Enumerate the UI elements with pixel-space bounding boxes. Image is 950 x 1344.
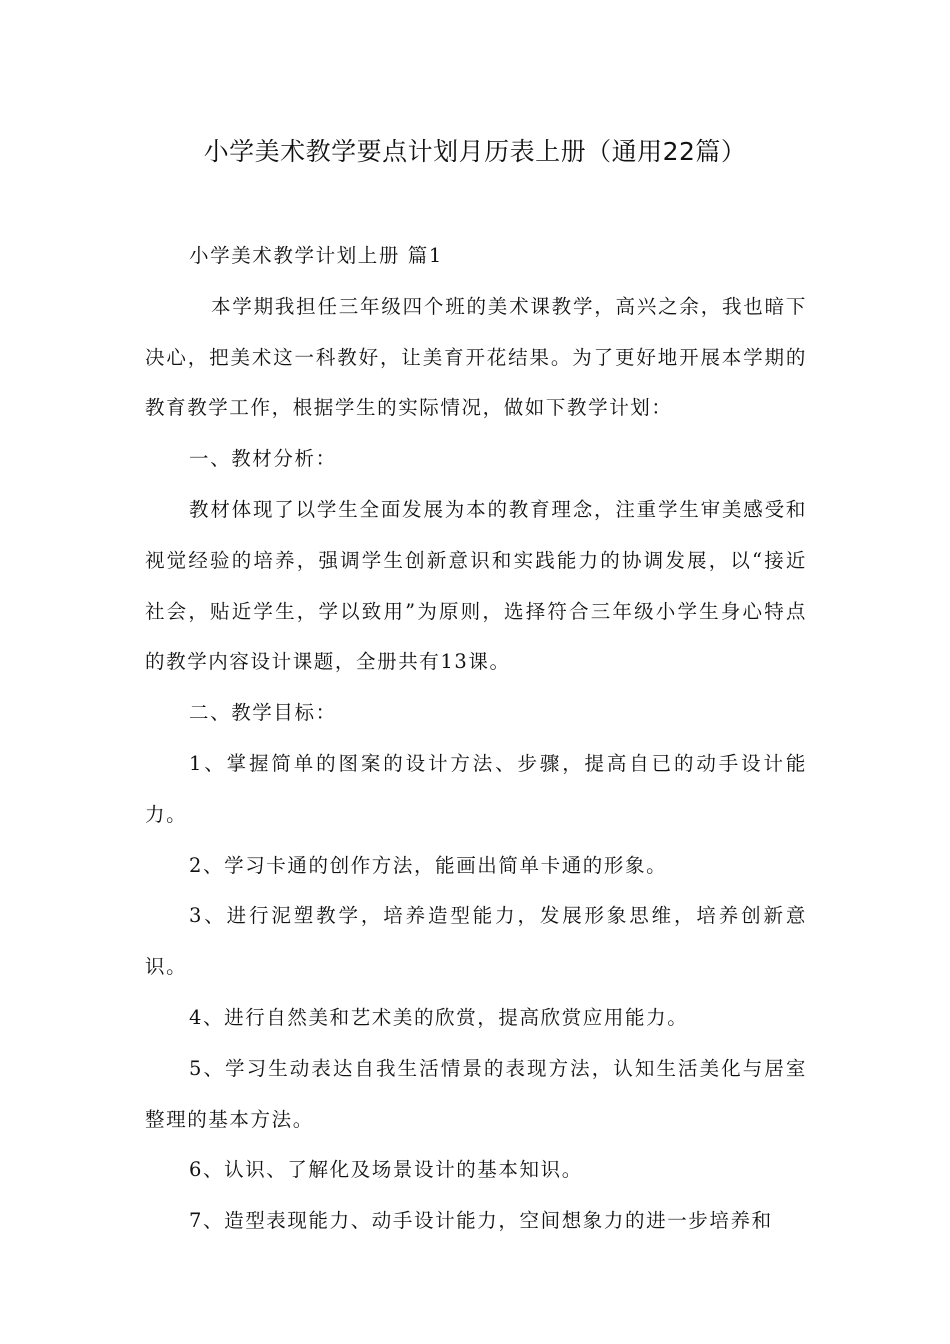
- goal-item-4: 4、进行自然美和艺术美的欣赏，提高欣赏应用能力。: [189, 1005, 689, 1029]
- heading-textbook-analysis: 一、教材分析：: [189, 447, 337, 471]
- textbook-analysis-paragraph: 教材体现了以学生全面发展为本的教育理念，注重学生审美感受和视觉经验的培养，强调学生创新意识和实践能力的协调发展，以“接近社会，贴近学生，学以致用”为原则，选择符合三年级小学生身心特点的教学内容设计课题，全册共有13课。: [145, 497, 807, 674]
- goal-item-7: 7、造型表现能力、动手设计能力，空间想象力的进一步培养和: [189, 1209, 773, 1233]
- goal-item-3: 3、进行泥塑教学，培养造型能力，发展形象思维，培养创新意识。: [145, 904, 807, 979]
- document-title: 小学美术教学要点计划月历表上册（通用22篇）: [203, 137, 747, 166]
- goal-item-1: 1、掌握简单的图案的设计方法、步骤，提高自已的动手设计能力。: [145, 751, 807, 826]
- document-body: [145, 231, 807, 1247]
- section-heading: 小学美术教学计划上册 篇1: [189, 244, 443, 267]
- goal-item-2: 2、学习卡通的创作方法，能画出简单卡通的形象。: [189, 853, 668, 877]
- goal-item-6: 6、认识、了解化及场景设计的基本知识。: [189, 1158, 583, 1182]
- goal-item-5: 5、学习生动表达自我生活情景的表现方法，认知生活美化与居室整理的基本方法。: [145, 1056, 807, 1131]
- heading-teaching-goals: 二、教学目标：: [189, 701, 337, 725]
- intro-paragraph: 本学期我担任三年级四个班的美术课教学，高兴之余，我也暗下决心，把美术这一科教好，让美育开花结果。为了更好地开展本学期的教育教学工作，根据学生的实际情况，做如下教学计划：: [145, 294, 807, 420]
